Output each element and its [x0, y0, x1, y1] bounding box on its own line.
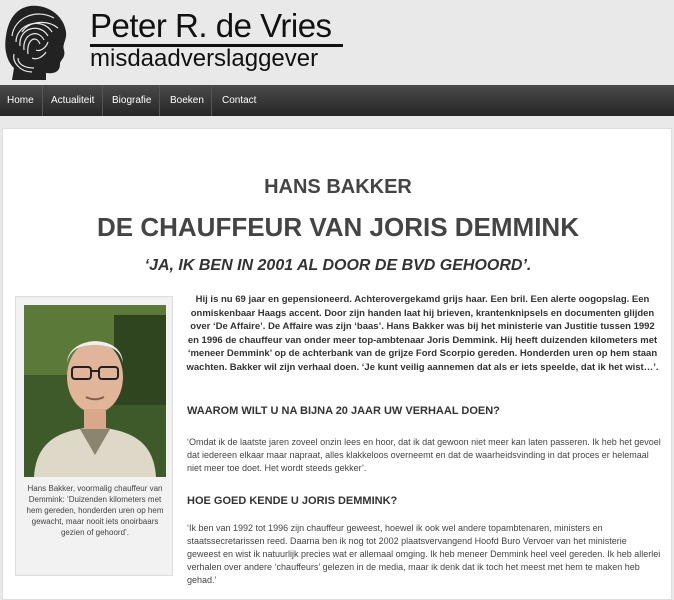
nav-home[interactable]: Home: [0, 85, 43, 116]
question-heading: WAAROM WILT U NA BIJNA 20 JAAR UW VERHAAL DOEN?: [187, 405, 500, 417]
article-headline: DE CHAUFFEUR VAN JORIS DEMMINK: [97, 212, 579, 242]
site-header: [0, 0, 674, 85]
nav-biografie[interactable]: Biografie: [103, 85, 160, 116]
nav-contact[interactable]: Contact: [222, 95, 257, 106]
photo-caption: Hans Bakker, voormalig chauffeur van Demmink: ‘Duizenden kilometers met hem gereden, honderden uren op hem gewacht, maar nooit iets onoirbaars gezien of gehoord’.: [26, 484, 164, 537]
nav-boeken[interactable]: Boeken: [160, 85, 212, 116]
photo-card: [15, 296, 173, 576]
article-intro: Hij is nu 69 jaar en gepensioneerd. Achterovergekamd grijs haar. Een bril. Een alerte oogopslag. Een onmiskenbaar Haags accent. Door zijn handen laat hij brieven, krantenknipsels en documenten glijden over ‘De Affaire’. De Affaire was zijn ‘baas’. Hans Bakker was bij het ministerie van Justitie tussen 1992 en 1996 de chauffeur van onder meer top-ambtenaar Joris Demmink. Hij heeft duizenden kilometers met ‘meneer Demmink’ op de achterbank van de grijze Ford Scorpio gereden. Honderden uren op hem staan wachten. Bakker wil zijn verhaal doen. ‘Je kunt veilig aannemen dat als er iets speelde, dat ik het wist…’.: [186, 294, 659, 373]
answer-paragraph: ‘Omdat ik de laatste jaren zoveel onzin lees en hoor, dat ik dat gewoon niet meer kan laten passeren. Ik heb het gevoel dat iedereen elkaar maar napraat, alles klakkeloos overneemt en dat de waarheidsvinding in dat proces er helemaal niet meer toe doet. Het wordt steeds gekker’.: [187, 437, 661, 473]
question-heading: HOE GOED KENDE U JORIS DEMMINK?: [187, 495, 398, 507]
site-title[interactable]: Peter R. de Vries: [90, 7, 332, 44]
fingerprint-head-logo[interactable]: [2, 2, 72, 82]
portrait-photo[interactable]: [24, 305, 166, 477]
article-quote: ‘JA, IK BEN IN 2001 AL DOOR DE BVD GEHOORD’.: [144, 257, 532, 274]
site-subtitle: misdaadverslaggever: [90, 45, 319, 72]
answer-paragraph: ‘Ik ben van 1992 tot 1996 zijn chauffeur geweest, hoewel ik ook wel andere topambtenaren, ministers en staatssecretarissen reed. Daarna ben ik nog tot 2002 plaatsvervangend Hoofd Buro Vervoer van het ministerie geweest en wist ik natuurlijk precies wat er allemaal omging. Ik heb meneer Demmink heel veel gereden. Ik heb allerlei verhalen over andere ‘chauffeurs’ gelezen in de media, maar ik denk dat ik toch het meest met hem te maken heb gehad.’: [187, 523, 661, 585]
main-nav: [0, 85, 674, 116]
nav-actualiteit[interactable]: Actualiteit: [43, 85, 103, 116]
article-kicker: HANS BAKKER: [264, 176, 412, 198]
